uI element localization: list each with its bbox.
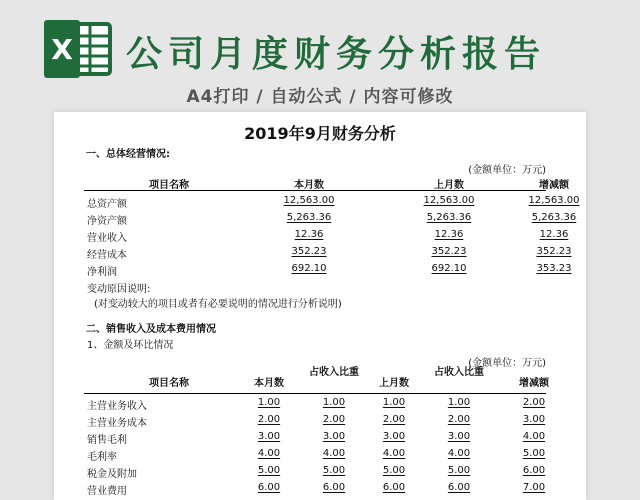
row-value: 5.00 bbox=[257, 465, 281, 476]
row-value: 5.00 bbox=[382, 465, 406, 476]
section1-table-header bbox=[84, 176, 569, 191]
row-value: 4.00 bbox=[257, 448, 281, 459]
row-name: 毛利率 bbox=[87, 452, 117, 463]
row-value: 4.00 bbox=[382, 448, 406, 459]
change-reason-label: 变动原因说明: bbox=[87, 284, 151, 295]
col-header-current-ratio: 占收入比重 bbox=[309, 367, 359, 378]
row-value: 6.00 bbox=[322, 482, 346, 493]
row-name: 总资产额 bbox=[87, 199, 127, 210]
row-value-current: 352.23 bbox=[291, 246, 327, 257]
row-value-change: 12.36 bbox=[539, 229, 569, 240]
row-value: 2.00 bbox=[522, 397, 546, 408]
banner bbox=[0, 0, 640, 112]
svg-text:X: X bbox=[51, 33, 73, 66]
row-value: 1.00 bbox=[322, 397, 346, 408]
row-value-previous: 692.10 bbox=[431, 263, 467, 274]
row-value: 1.00 bbox=[382, 397, 406, 408]
row-value-change: 353.23 bbox=[536, 263, 572, 274]
document-sheet bbox=[54, 112, 586, 500]
row-value: 2.00 bbox=[447, 414, 471, 425]
row-value: 2.00 bbox=[322, 414, 346, 425]
row-value: 7.00 bbox=[522, 482, 546, 493]
row-name: 销售毛利 bbox=[87, 435, 127, 446]
col-header-previous: 上月数 bbox=[434, 180, 464, 191]
row-value: 4.00 bbox=[447, 448, 471, 459]
col-header-change: 增减额 bbox=[539, 180, 569, 191]
row-value: 6.00 bbox=[382, 482, 406, 493]
row-value-current: 12,563.00 bbox=[283, 195, 335, 206]
row-value: 4.00 bbox=[322, 448, 346, 459]
row-value: 3.00 bbox=[447, 431, 471, 442]
document-title: 2019年9月财务分析 bbox=[244, 124, 396, 143]
banner-subtitle: A4打印 / 自动公式 / 内容可修改 bbox=[186, 87, 454, 107]
section1-heading: 一、总体经营情况: bbox=[86, 149, 170, 160]
row-value: 6.00 bbox=[447, 482, 471, 493]
row-value: 3.00 bbox=[522, 414, 546, 425]
row-value-previous: 5,263.36 bbox=[426, 212, 472, 223]
row-name: 主营业务成本 bbox=[87, 418, 147, 429]
row-value: 6.00 bbox=[257, 482, 281, 493]
row-value-previous: 352.23 bbox=[431, 246, 467, 257]
row-name: 经营成本 bbox=[87, 250, 127, 261]
col-header-name: 项目名称 bbox=[149, 378, 189, 389]
row-value-previous: 12,563.00 bbox=[423, 195, 475, 206]
row-value-previous: 12.36 bbox=[434, 229, 464, 240]
row-value: 5.00 bbox=[447, 465, 471, 476]
row-name: 营业收入 bbox=[87, 233, 127, 244]
excel-icon bbox=[40, 18, 114, 80]
change-reason-text: (对变动较大的项目或者有必要说明的情况进行分析说明) bbox=[94, 299, 342, 310]
row-value: 2.00 bbox=[257, 414, 281, 425]
row-value: 6.00 bbox=[522, 465, 546, 476]
col-header-previous: 上月数 bbox=[379, 378, 409, 389]
row-name: 净利润 bbox=[87, 267, 117, 278]
row-value-current: 5,263.36 bbox=[286, 212, 332, 223]
col-header-current: 本月数 bbox=[254, 378, 284, 389]
row-name: 税金及附加 bbox=[87, 469, 137, 480]
col-header-current: 本月数 bbox=[294, 180, 324, 191]
row-name: 主营业务收入 bbox=[87, 401, 147, 412]
row-value: 3.00 bbox=[382, 431, 406, 442]
row-value-change: 12,563.00 bbox=[528, 195, 580, 206]
section2-heading: 二、销售收入及成本费用情况 bbox=[86, 324, 216, 335]
section2-subheading: 1、金额及环比情况 bbox=[87, 340, 174, 351]
row-value: 3.00 bbox=[322, 431, 346, 442]
col-header-change: 增减额 bbox=[519, 378, 549, 389]
row-value-change: 352.23 bbox=[536, 246, 572, 257]
row-name: 净资产额 bbox=[87, 216, 127, 227]
section1-unit: (金额单位：万元) bbox=[468, 165, 546, 176]
col-header-previous-ratio: 占收入比重 bbox=[434, 367, 484, 378]
section2-unit: (金额单位：万元) bbox=[468, 358, 546, 369]
row-value: 4.00 bbox=[522, 431, 546, 442]
banner-title: 公司月度财务分析报告 bbox=[126, 34, 547, 75]
row-value: 5.00 bbox=[322, 465, 346, 476]
row-value: 2.00 bbox=[382, 414, 406, 425]
row-value-current: 692.10 bbox=[291, 263, 327, 274]
row-name: 营业费用 bbox=[87, 486, 127, 497]
row-value: 1.00 bbox=[257, 397, 281, 408]
row-value-current: 12.36 bbox=[294, 229, 324, 240]
row-value: 1.00 bbox=[447, 397, 471, 408]
row-value: 5.00 bbox=[522, 448, 546, 459]
row-value-change: 5,263.36 bbox=[531, 212, 577, 223]
row-value: 3.00 bbox=[257, 431, 281, 442]
section2-table-header bbox=[84, 367, 549, 394]
col-header-name: 项目名称 bbox=[149, 180, 189, 191]
